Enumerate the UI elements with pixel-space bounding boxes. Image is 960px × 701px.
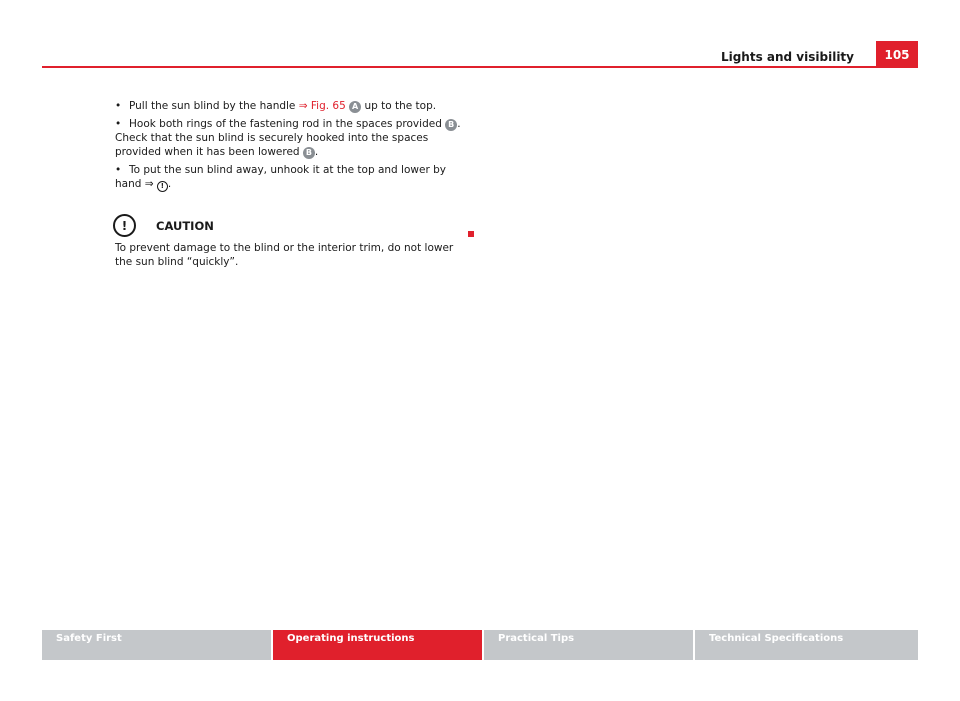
content <box>115 99 475 269</box>
callout-b-badge-2: B <box>303 147 315 159</box>
page-number: 105 <box>876 41 918 66</box>
section-title: Lights and visibility <box>720 50 854 64</box>
caution-header <box>115 214 475 237</box>
footer-tabs <box>42 630 920 660</box>
caution-title: CAUTION <box>156 218 214 233</box>
tab-practical-tips[interactable]: Practical Tips <box>484 630 693 660</box>
callout-a-badge: A <box>349 101 361 113</box>
header-rule <box>42 66 918 68</box>
tab-operating-instructions[interactable]: Operating instructions <box>273 630 482 660</box>
caution-ref-icon[interactable]: ! <box>157 181 168 192</box>
bullet-item-1: • Pull the sun blind by the handle ⇒ Fig. 65 A up to the top. <box>115 99 475 113</box>
tab-safety-first[interactable]: Safety First <box>42 630 271 660</box>
exclamation-icon: ! <box>113 214 136 237</box>
fig-link[interactable]: ⇒ Fig. 65 <box>298 100 346 112</box>
caution-text: To prevent damage to the blind or the interior trim, do not lower the sun blind “quickly”. <box>115 242 454 268</box>
bullet-item-3: • To put the sun blind away, unhook it at the top and lower by hand ⇒ ! . <box>115 163 475 192</box>
section-end-marker <box>468 231 474 237</box>
bullet-item-2: • Hook both rings of the fastening rod in the spaces provided B . Check that the sun blind is securely hooked into the spaces provided when it has been lowered B . <box>115 117 475 159</box>
tab-technical-specifications[interactable]: Technical Specifications <box>695 630 918 660</box>
callout-b-badge: B <box>445 119 457 131</box>
